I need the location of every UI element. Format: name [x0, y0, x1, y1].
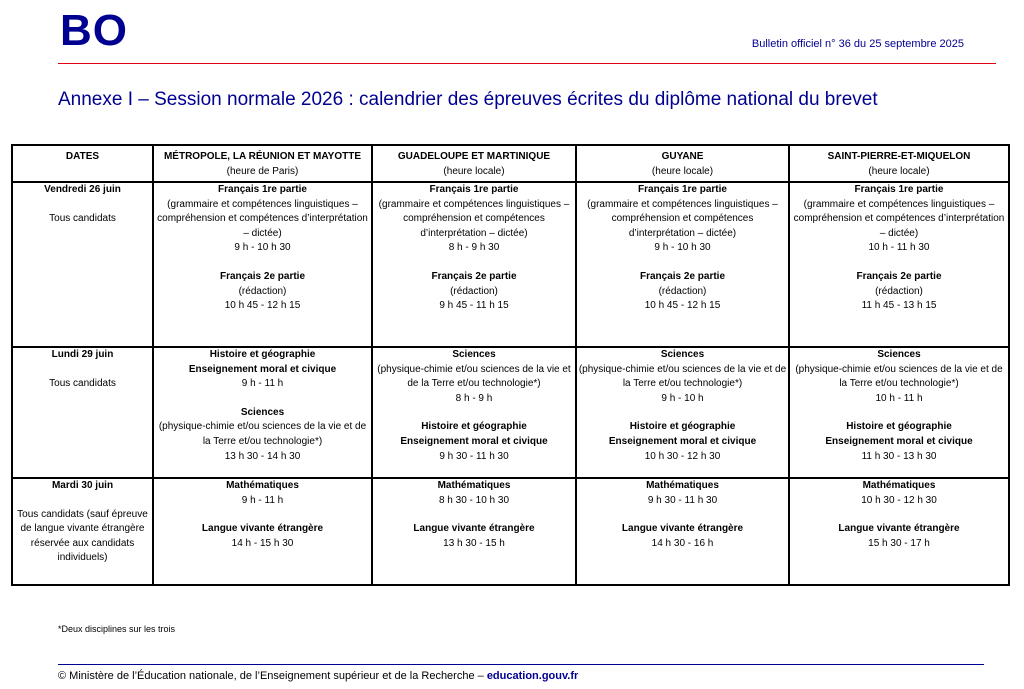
exam-title: Mathématiques: [862, 480, 936, 491]
exam-title: Français 1re partie: [429, 184, 519, 195]
exam-time: 11 h 45 - 13 h 15: [861, 300, 937, 312]
exam-description: (grammaire et compétences linguistiques – compréhension et compétences d’interprétation – dictée): [587, 198, 778, 239]
exam-title: Français 2e partie: [639, 270, 726, 282]
exam-title: Français 1re partie: [218, 184, 307, 195]
exam-title: Langue vivante étrangère: [838, 523, 960, 535]
exam-title: Mathématiques: [226, 480, 299, 491]
exam-time: 8 h 30 - 10 h 30: [438, 494, 510, 506]
footer-text: © Ministère de l’Éducation nationale, de l’Enseignement supérieur et de la Recherche –: [58, 670, 487, 682]
exam-time: 10 h 30 - 12 h 30: [861, 494, 937, 506]
column-header-timezone: (heure locale): [868, 165, 930, 177]
schedule-cell: [576, 182, 789, 347]
exam-time: 10 h 45 - 12 h 15: [644, 300, 721, 312]
exam-time: 9 h 45 - 11 h 15: [439, 300, 509, 312]
schedule-cell: [372, 182, 576, 347]
exam-description: (physique-chimie et/ou sciences de la vie et de la Terre et/ou technologie*): [158, 421, 367, 447]
footer-divider: [58, 664, 984, 665]
exam-description: (rédaction): [238, 285, 287, 297]
date-cell: [12, 347, 153, 478]
column-header-label: GUADELOUPE ET MARTINIQUE: [397, 151, 551, 162]
column-header: [789, 145, 1009, 182]
exam-title: Langue vivante étrangère: [201, 523, 324, 535]
bulletin-reference: Bulletin officiel n° 36 du 25 septembre 2025: [751, 38, 964, 50]
exam-time: 13 h 30 - 15 h: [443, 537, 505, 549]
exam-time: 11 h 30 - 13 h 30: [861, 450, 937, 462]
schedule-cell: [153, 347, 372, 478]
column-header-label: SAINT-PIERRE-ET-MIQUELON: [827, 151, 971, 162]
column-header: [372, 145, 576, 182]
exam-time: 10 h - 11 h: [875, 392, 923, 404]
schedule-cell: [153, 478, 372, 585]
bo-logo: BO: [60, 6, 128, 55]
table-row: [12, 182, 1009, 347]
footer-link[interactable]: education.gouv.fr: [486, 670, 579, 682]
column-header-timezone: (heure de Paris): [226, 165, 299, 177]
exam-time: 9 h 30 - 11 h 30: [647, 494, 718, 506]
exam-description: (rédaction): [450, 285, 498, 297]
exam-title: Français 1re partie: [638, 184, 727, 195]
column-header-label: GUYANE: [661, 151, 704, 162]
exam-calendar-table: [11, 144, 1010, 586]
candidates-note: Tous candidats (sauf épreuve de langue vivante étrangère réservée aux candidats individuels): [17, 508, 148, 564]
exam-time: 14 h - 15 h 30: [231, 537, 294, 549]
exam-description: (physique-chimie et/ou sciences de la vie et de la Terre et/ou technologie*): [578, 363, 787, 390]
exam-description: (rédaction): [875, 285, 923, 297]
exam-time: 14 h 30 - 16 h: [651, 537, 714, 549]
column-header: [12, 145, 153, 182]
schedule-cell: [576, 478, 789, 585]
exam-title: Français 2e partie: [431, 270, 517, 282]
exam-title: Histoire et géographie: [421, 421, 527, 433]
date-cell: [12, 182, 153, 347]
exam-description: (grammaire et compétences linguistiques – compréhension et compétences d’interprétation – dictée): [378, 198, 570, 239]
schedule-cell: [372, 478, 576, 585]
exam-title: Sciences: [452, 349, 496, 360]
exam-title: Histoire et géographie: [209, 349, 316, 360]
exam-description: (physique-chimie et/ou sciences de la vie et de la Terre et/ou technologie*): [795, 363, 1003, 390]
exam-time: 8 h - 9 h: [455, 392, 493, 404]
exam-title: Histoire et géographie: [846, 421, 952, 433]
exam-title: Enseignement moral et civique: [188, 363, 337, 375]
exam-description: (rédaction): [658, 285, 707, 297]
schedule-cell: [789, 347, 1009, 478]
exam-title: Histoire et géographie: [629, 421, 736, 433]
exam-time: 8 h - 9 h 30: [448, 242, 500, 254]
header-divider: [58, 63, 996, 64]
exam-title: Enseignement moral et civique: [608, 435, 757, 447]
exam-title: Mathématiques: [646, 480, 719, 491]
column-header-timezone: (heure locale): [651, 165, 714, 177]
exam-description: (grammaire et compétences linguistiques – compréhension et compétences d’interprétation – dictée): [793, 198, 1005, 239]
table-row: [12, 478, 1009, 585]
exam-title: Langue vivante étrangère: [621, 523, 744, 535]
exam-time: 13 h 30 - 14 h 30: [224, 450, 301, 462]
exam-time: 9 h - 11 h: [241, 378, 284, 390]
column-header: [576, 145, 789, 182]
exam-time: 9 h - 11 h: [241, 494, 284, 506]
table-row: [12, 347, 1009, 478]
schedule-cell: [372, 347, 576, 478]
exam-time: 9 h - 10 h 30: [654, 242, 711, 254]
date-cell: [12, 478, 153, 585]
exam-title: Enseignement moral et civique: [825, 435, 973, 447]
exam-date: Mardi 30 juin: [51, 480, 114, 491]
column-header-timezone: (heure locale): [443, 165, 505, 177]
exam-time: 9 h - 10 h 30: [234, 242, 291, 254]
schedule-cell: [789, 478, 1009, 585]
exam-time: 10 h 45 - 12 h 15: [224, 300, 301, 312]
exam-time: 9 h 30 - 11 h 30: [439, 450, 509, 462]
exam-title: Langue vivante étrangère: [413, 523, 535, 535]
exam-title: Sciences: [240, 406, 285, 418]
exam-time: 15 h 30 - 17 h: [868, 537, 930, 549]
column-header: [153, 145, 372, 182]
column-header-label: DATES: [65, 151, 100, 162]
exam-title: Français 1re partie: [854, 184, 944, 195]
exam-title: Sciences: [877, 349, 921, 360]
column-header-label: MÉTROPOLE, LA RÉUNION ET MAYOTTE: [163, 151, 362, 162]
exam-time: 9 h - 10 h: [661, 392, 704, 404]
schedule-cell: [576, 347, 789, 478]
exam-title: Français 2e partie: [856, 270, 942, 282]
exam-description: (grammaire et compétences linguistiques – compréhension et compétences d’interprétation – dictée): [157, 198, 368, 239]
schedule-cell: [153, 182, 372, 347]
page-footer: [58, 670, 578, 682]
table-footnote: *Deux disciplines sur les trois: [58, 624, 176, 634]
exam-title: Français 2e partie: [219, 270, 306, 282]
candidates-note: Tous candidats: [49, 377, 116, 389]
exam-time: 10 h - 11 h 30: [868, 242, 930, 254]
exam-title: Enseignement moral et civique: [400, 435, 548, 447]
table-header-row: [12, 145, 1009, 182]
page-title: Annexe I – Session normale 2026 : calendrier des épreuves écrites du diplôme national du brevet: [58, 89, 878, 110]
candidates-note: Tous candidats: [49, 212, 116, 224]
exam-title: Mathématiques: [437, 480, 511, 491]
schedule-cell: [789, 182, 1009, 347]
exam-time: 10 h 30 - 12 h 30: [644, 450, 721, 462]
exam-date: Lundi 29 juin: [51, 349, 114, 360]
exam-title: Sciences: [660, 349, 705, 360]
exam-date: Vendredi 26 juin: [44, 184, 121, 195]
exam-description: (physique-chimie et/ou sciences de la vie et de la Terre et/ou technologie*): [377, 363, 571, 390]
